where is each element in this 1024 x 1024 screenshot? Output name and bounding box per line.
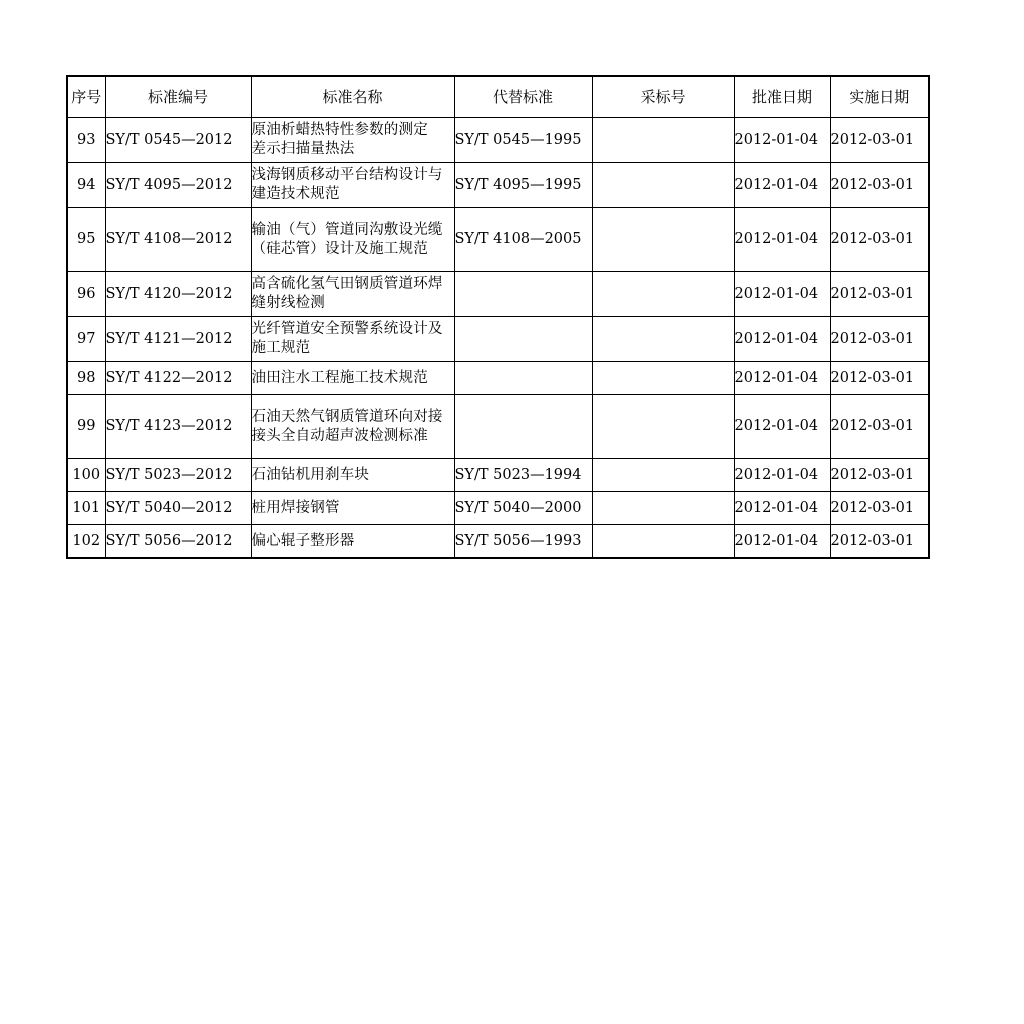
cell-approval-date: 2012-01-04 (734, 362, 830, 395)
cell-standard-number: SY/T 5040—2012 (105, 492, 251, 525)
cell-standard-name: 原油析蜡热特性参数的测定 差示扫描量热法 (251, 118, 454, 163)
cell-standard-name: 浅海钢质移动平台结构设计与建造技术规范 (251, 163, 454, 208)
cell-replaces (454, 272, 592, 317)
cell-standard-name: 偏心辊子整形器 (251, 525, 454, 559)
cell-adopted-standard (592, 395, 734, 459)
cell-adopted-standard (592, 272, 734, 317)
header-standard-name: 标准名称 (251, 76, 454, 118)
cell-seq: 102 (67, 525, 105, 559)
header-replaces: 代替标准 (454, 76, 592, 118)
table-row (67, 459, 929, 492)
standards-table (66, 75, 930, 559)
cell-effective-date: 2012-03-01 (830, 163, 929, 208)
cell-seq: 98 (67, 362, 105, 395)
cell-replaces (454, 362, 592, 395)
table-header-row (67, 76, 929, 118)
cell-adopted-standard (592, 525, 734, 559)
table-row (67, 118, 929, 163)
cell-replaces: SY/T 4108—2005 (454, 208, 592, 272)
table-row (67, 492, 929, 525)
header-standard-number: 标准编号 (105, 76, 251, 118)
cell-effective-date: 2012-03-01 (830, 272, 929, 317)
cell-replaces: SY/T 0545—1995 (454, 118, 592, 163)
cell-adopted-standard (592, 118, 734, 163)
cell-replaces: SY/T 4095—1995 (454, 163, 592, 208)
cell-standard-number: SY/T 4095—2012 (105, 163, 251, 208)
cell-seq: 95 (67, 208, 105, 272)
cell-standard-name: 石油天然气钢质管道环向对接接头全自动超声波检测标准 (251, 395, 454, 459)
header-adopted-standard: 采标号 (592, 76, 734, 118)
header-effective-date: 实施日期 (830, 76, 929, 118)
cell-adopted-standard (592, 317, 734, 362)
cell-standard-number: SY/T 4122—2012 (105, 362, 251, 395)
cell-effective-date: 2012-03-01 (830, 208, 929, 272)
cell-seq: 101 (67, 492, 105, 525)
cell-standard-name: 高含硫化氢气田钢质管道环焊缝射线检测 (251, 272, 454, 317)
table-row (67, 395, 929, 459)
cell-seq: 100 (67, 459, 105, 492)
cell-seq: 96 (67, 272, 105, 317)
cell-approval-date: 2012-01-04 (734, 395, 830, 459)
cell-approval-date: 2012-01-04 (734, 272, 830, 317)
table-row (67, 317, 929, 362)
cell-effective-date: 2012-03-01 (830, 362, 929, 395)
cell-approval-date: 2012-01-04 (734, 525, 830, 559)
cell-standard-name: 石油钻机用刹车块 (251, 459, 454, 492)
cell-standard-number: SY/T 4120—2012 (105, 272, 251, 317)
table-row (67, 362, 929, 395)
cell-approval-date: 2012-01-04 (734, 459, 830, 492)
cell-adopted-standard (592, 459, 734, 492)
cell-approval-date: 2012-01-04 (734, 118, 830, 163)
cell-adopted-standard (592, 492, 734, 525)
cell-effective-date: 2012-03-01 (830, 317, 929, 362)
cell-replaces (454, 317, 592, 362)
cell-replaces: SY/T 5040—2000 (454, 492, 592, 525)
cell-standard-number: SY/T 5056—2012 (105, 525, 251, 559)
cell-adopted-standard (592, 163, 734, 208)
cell-seq: 94 (67, 163, 105, 208)
cell-replaces (454, 395, 592, 459)
cell-standard-number: SY/T 5023—2012 (105, 459, 251, 492)
cell-standard-name: 输油（气）管道同沟敷设光缆（硅芯管）设计及施工规范 (251, 208, 454, 272)
cell-approval-date: 2012-01-04 (734, 163, 830, 208)
cell-standard-name: 油田注水工程施工技术规范 (251, 362, 454, 395)
table-row (67, 525, 929, 559)
cell-standard-number: SY/T 4121—2012 (105, 317, 251, 362)
cell-effective-date: 2012-03-01 (830, 459, 929, 492)
cell-effective-date: 2012-03-01 (830, 525, 929, 559)
table-row (67, 272, 929, 317)
cell-adopted-standard (592, 362, 734, 395)
cell-adopted-standard (592, 208, 734, 272)
header-seq: 序号 (67, 76, 105, 118)
cell-approval-date: 2012-01-04 (734, 317, 830, 362)
cell-standard-name: 桩用焊接钢管 (251, 492, 454, 525)
cell-effective-date: 2012-03-01 (830, 492, 929, 525)
cell-replaces: SY/T 5023—1994 (454, 459, 592, 492)
table-row (67, 163, 929, 208)
cell-standard-number: SY/T 0545—2012 (105, 118, 251, 163)
cell-seq: 97 (67, 317, 105, 362)
cell-approval-date: 2012-01-04 (734, 208, 830, 272)
table-row (67, 208, 929, 272)
cell-effective-date: 2012-03-01 (830, 118, 929, 163)
cell-seq: 99 (67, 395, 105, 459)
cell-standard-number: SY/T 4123—2012 (105, 395, 251, 459)
cell-standard-name: 光纤管道安全预警系统设计及施工规范 (251, 317, 454, 362)
cell-seq: 93 (67, 118, 105, 163)
cell-approval-date: 2012-01-04 (734, 492, 830, 525)
header-approval-date: 批准日期 (734, 76, 830, 118)
cell-standard-number: SY/T 4108—2012 (105, 208, 251, 272)
cell-effective-date: 2012-03-01 (830, 395, 929, 459)
cell-replaces: SY/T 5056—1993 (454, 525, 592, 559)
